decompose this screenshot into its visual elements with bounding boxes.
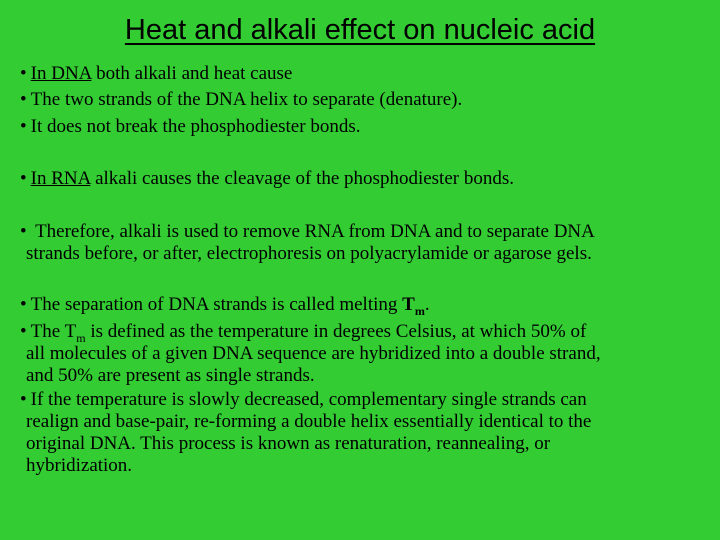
tm-subscript: m	[76, 331, 86, 345]
tm-subscript: m	[414, 304, 425, 318]
bullet-continuation: original DNA. This process is known as renaturation, reannealing, or	[26, 433, 551, 454]
bullet-text: The T	[30, 321, 77, 342]
bullet-icon: •	[20, 116, 27, 137]
bullet-icon: •	[20, 389, 27, 410]
bullet-icon: •	[20, 168, 27, 189]
bullet-icon: •	[20, 89, 27, 110]
bullet-icon: •	[20, 63, 27, 84]
bullet-continuation: hybridization.	[26, 455, 133, 476]
bullet-text: alkali causes the cleavage of the phosphodiester bonds.	[90, 168, 514, 189]
bullet-icon: •	[20, 221, 27, 242]
in-rna-label: In RNA	[30, 168, 91, 189]
bullet-item	[20, 321, 586, 344]
bullet-text: is defined as the temperature in degrees Celsius, at which 50% of	[85, 321, 587, 342]
period: .	[424, 294, 430, 315]
slide-title: Heat and alkali effect on nucleic acid	[124, 14, 596, 46]
bullet-continuation: and 50% are present as single strands.	[26, 365, 315, 386]
bullet-continuation: all molecules of a given DNA sequence are hybridized into a double strand,	[26, 343, 601, 364]
bullet-item	[20, 89, 462, 111]
bullet-icon: •	[20, 294, 27, 315]
bullet-item	[20, 63, 292, 85]
in-dna-label: In DNA	[30, 63, 92, 84]
bullet-item	[20, 221, 595, 243]
bullet-text: The two strands of the DNA helix to separate (denature).	[30, 89, 463, 110]
bullet-text: If the temperature is slowly decreased, complementary single strands can	[30, 389, 587, 410]
bullet-item	[20, 389, 587, 411]
bullet-item	[20, 116, 360, 138]
bullet-text: both alkali and heat cause	[91, 63, 293, 84]
bullet-text: The separation of DNA strands is called melting	[30, 294, 403, 315]
bullet-item	[20, 168, 514, 190]
bullet-icon: •	[20, 321, 27, 342]
tm-symbol: T	[402, 294, 415, 315]
bullet-continuation: strands before, or after, electrophoresis on polyacrylamide or agarose gels.	[26, 243, 592, 264]
bullet-text: It does not break the phosphodiester bonds.	[30, 116, 361, 137]
bullet-continuation: realign and base-pair, re-forming a double helix essentially identical to the	[26, 411, 592, 432]
bullet-item	[20, 294, 430, 317]
bullet-text: Therefore, alkali is used to remove RNA from DNA and to separate DNA	[30, 221, 595, 242]
